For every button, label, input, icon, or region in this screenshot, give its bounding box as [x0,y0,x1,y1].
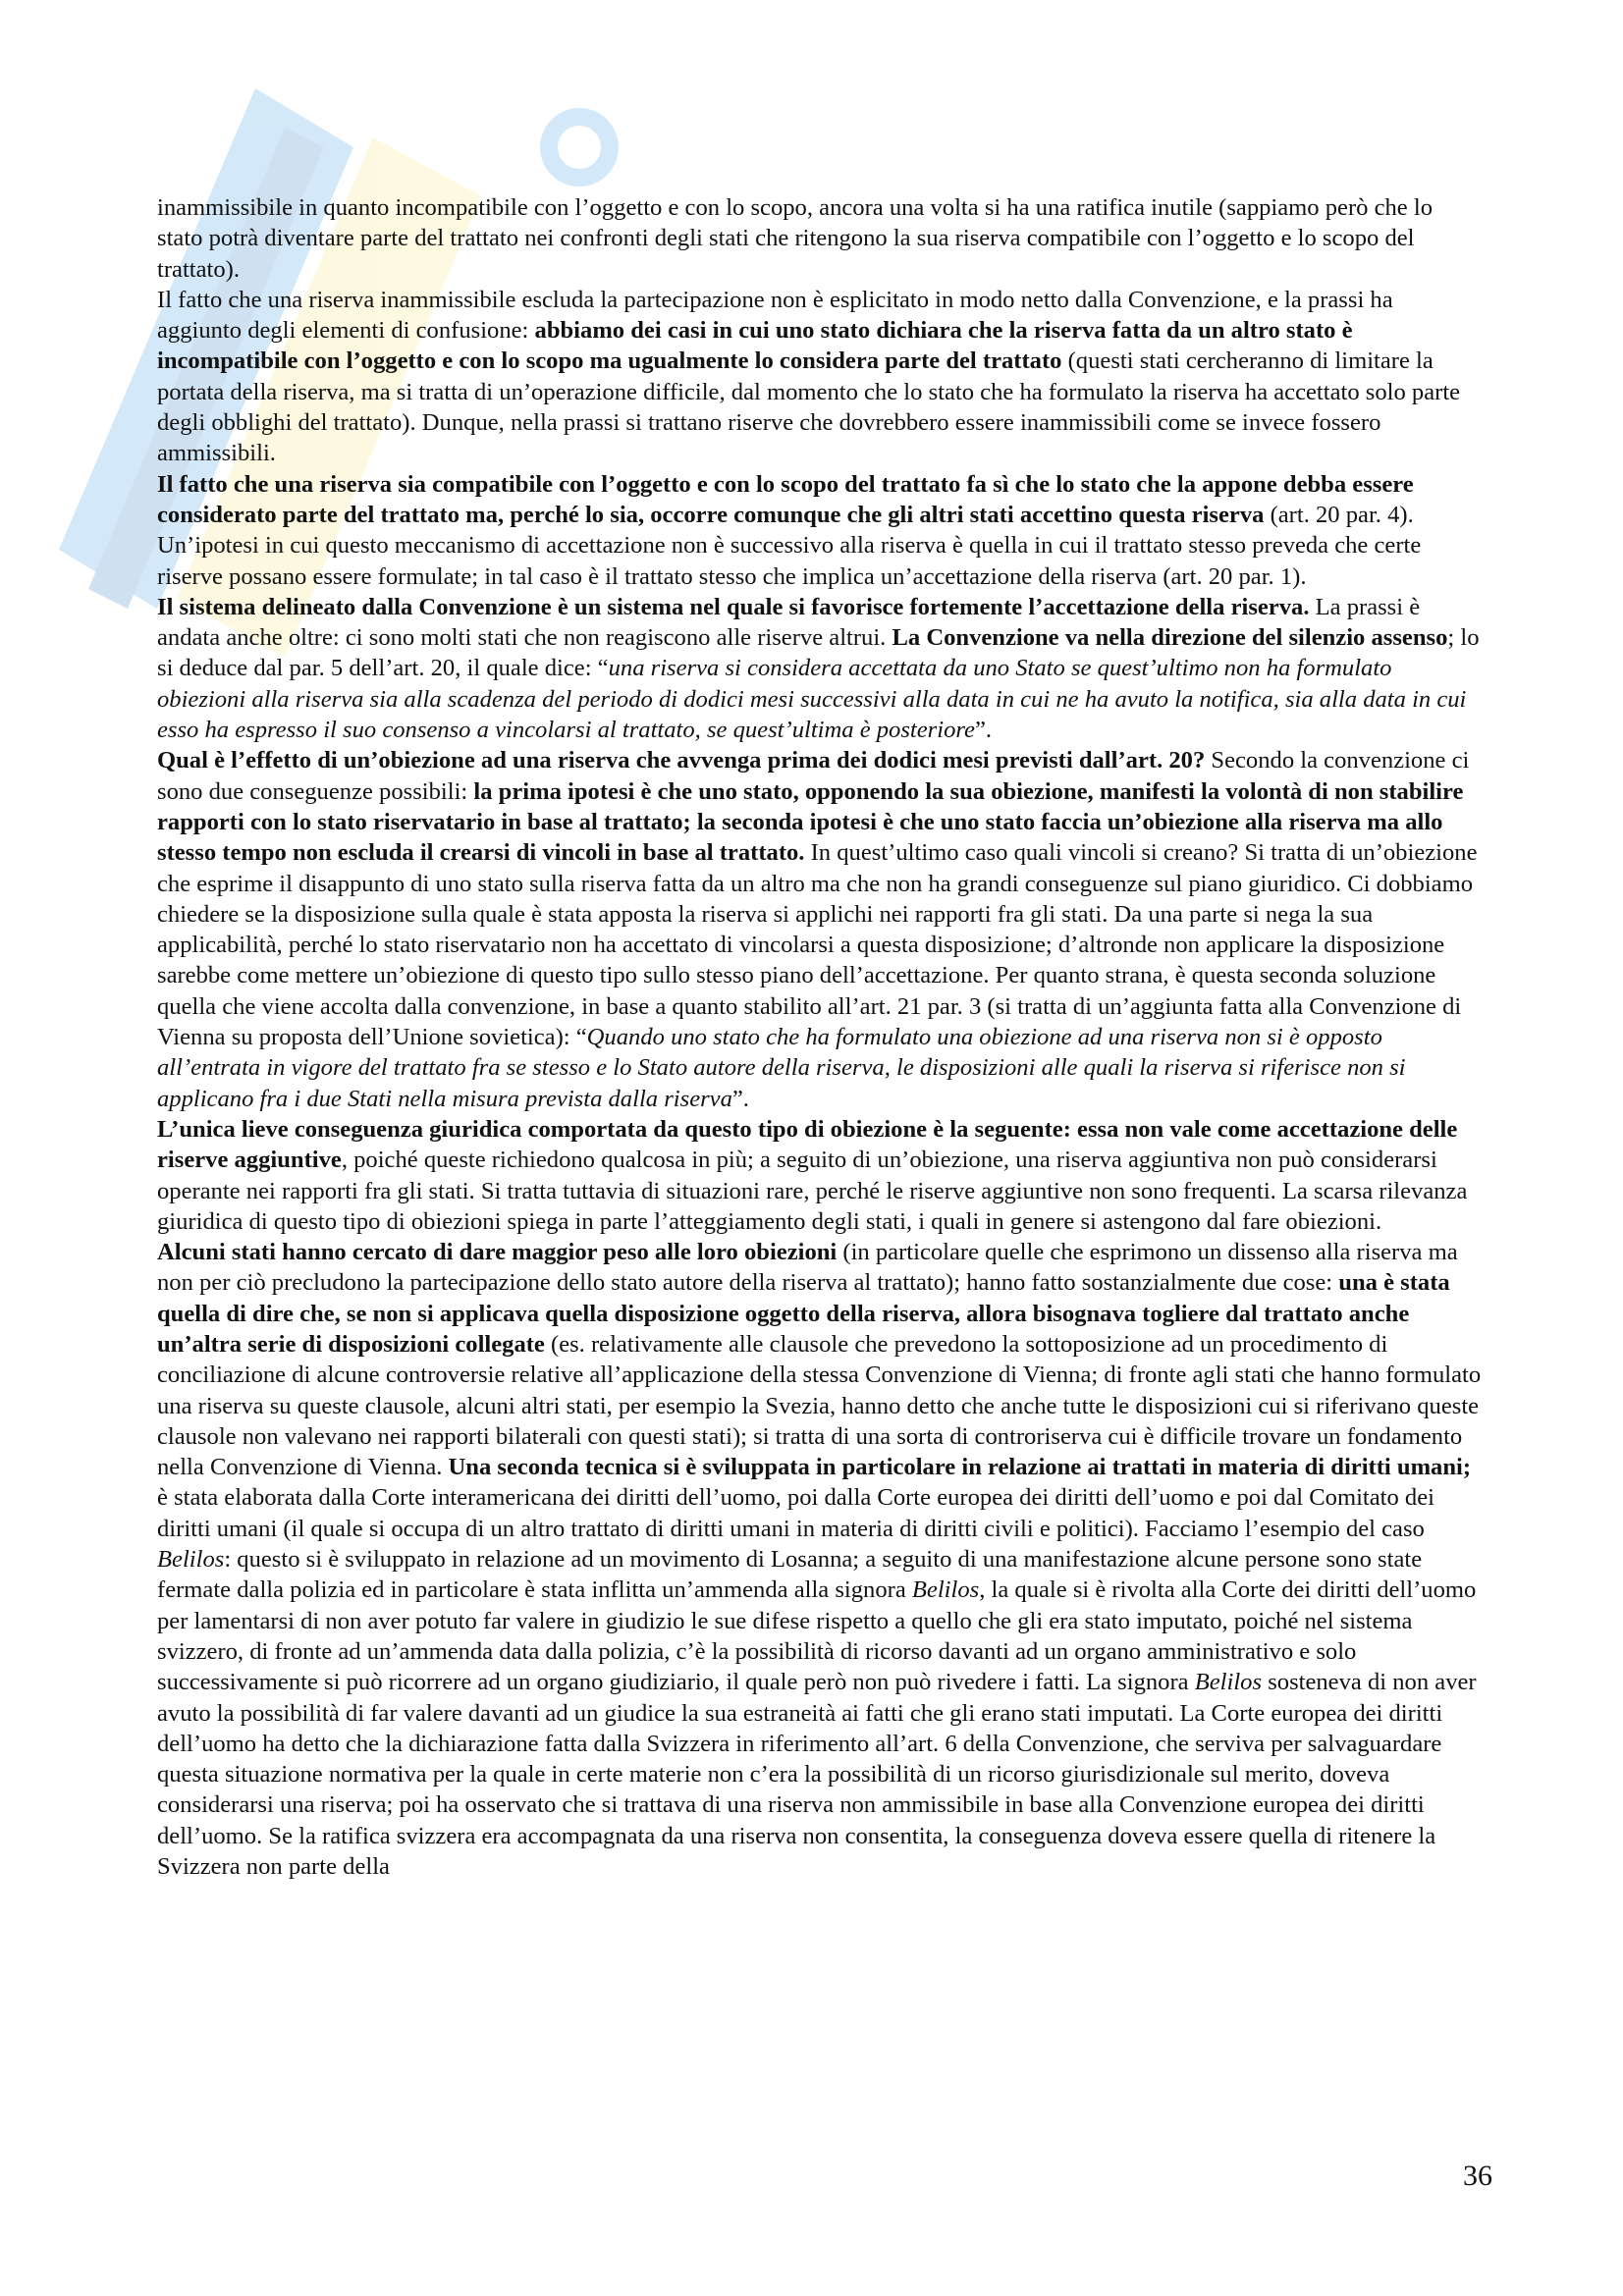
bold-text: La Convenzione va nella direzione del silenzio assenso [892,624,1448,652]
text-run: ”. [731,1085,749,1112]
bold-text: Qual è l’effetto di un’obiezione ad una riserva che avvenga prima dei dodici mesi previsti dall’art. 20? [157,747,1206,774]
text-run: ; lo si deduce dal par. 5 dell’art. 20, il quale dice: “ [157,624,1480,682]
text-run: (es. relativamente alle clausole che prevedono la sottoposizione ad un procedimento di conciliazione di alcune controversie relative all’applicazione della stessa Convenzione di Vienna; di fronte agli stati che hanno formulato una riserva su queste clausole, alcuni altri stati, per esempio la Svezia, hanno detto che anche tutte le disposizioni cui si riferivano queste clausole non valevano nei rapporti bilaterali con questi stati); si tratta di una sorta di controriserva cui è difficile trovare un fondamento nella Convenzione di Vienna. [157,1330,1482,1481]
bold-text: Una seconda tecnica si è sviluppata in particolare in relazione ai trattati in materia di diritti umani; [448,1454,1472,1481]
italic-text: Quando uno stato che ha formulato una obiezione ad una riserva non si è opposto all’entrata in vigore del trattato fra se stesso e lo Stato autore della riserva, le disposizioni alle quali la riserva si riferisce non si applicano fra i due Stati nella misura prevista dalla riserva [157,1024,1406,1112]
document-body [157,192,1483,1882]
paragraph [157,745,1483,1114]
paragraph [157,285,1483,469]
paragraph [157,469,1483,592]
paragraph [157,192,1483,285]
paragraph [157,1237,1483,1882]
paragraph [157,592,1483,745]
text-run: sosteneva di non aver avuto la possibilità di far valere davanti ad un giudice la sua estraneità ai fatti che gli erano stati imputati. La Corte europea dei diritti dell’uomo ha detto che la dichiarazione fatta dalla Svizzera in riferimento all’art. 6 della Convenzione, che serviva per salvaguardare questa situazione normativa per la quale in certe materie non c’era la possibilità di un ricorso giurisdizionale sul merito, doveva considerarsi una riserva; poi ha osservato che si trattava di una riserva non ammissibile in base alla Convenzione europea dei diritti dell’uomo. Se la ratifica svizzera era accompagnata da una riserva non consentita, la conseguenza doveva essere quella di ritenere la Svizzera non parte della [157,1669,1477,1881]
bold-text: L’unica lieve conseguenza giuridica comportata da questo tipo di obiezione è la seguente: essa non vale come accettazione delle riserve aggiuntive [157,1115,1458,1174]
text-run: è stata elaborata dalla Corte interamericana dei diritti dell’uomo, poi dalla Corte europea dei diritti dell’uomo e poi dal Comitato dei diritti umani (il quale si occupa di un altro trattato di diritti umani in materia di diritti civili e politici). Facciamo l’esempio del caso [157,1484,1434,1542]
text-run: (art. 20 par. 4). Un’ipotesi in cui questo meccanismo di accettazione non è successivo alla riserva è quella in cui il trattato stesso preveda che certe riserve possano essere formulate; in tal caso è il trattato stesso che implica un’accettazione della riserva (art. 20 par. 1). [157,501,1422,590]
text-run: , poiché queste richiedono qualcosa in più; a seguito di un’obiezione, una riserva aggiuntiva non può considerarsi operante nei rapporti fra gli stati. Si tratta tuttavia di situazioni rare, perché le riserve aggiuntive non sono frequenti. La scarsa rilevanza giuridica di questo tipo di obiezioni spiega in parte l’atteggiamento degli stati, i quali in genere si astengono dal fare obiezioni. [157,1147,1468,1235]
bold-text: Alcuni stati hanno cercato di dare maggior peso alle loro obiezioni [157,1239,838,1266]
paragraph [157,1114,1483,1237]
text-run: : questo si è sviluppato in relazione ad un movimento di Losanna; a seguito di una manifestazione alcune persone sono state fermate dalla polizia ed in particolare è stata inflitta un’ammenda alla signora [157,1546,1423,1604]
text-run: Secondo la convenzione ci sono due conseguenze possibili: [157,747,1470,805]
text-run: inammissibile in quanto incompatibile con l’oggetto e con lo scopo, ancora una volta si ha una ratifica inutile (sappiamo però che lo stato potrà diventare parte del trattato nei confronti degli stati che ritengono la sua riserva compatibile con l’oggetto e lo scopo del trattato). [157,194,1434,283]
text-run: In quest’ultimo caso quali vincoli si creano? Si tratta di un’obiezione che esprime il disappunto di uno stato sulla riserva fatta da un altro ma che non ha grandi conseguenze sul piano giuridico. Ci dobbiamo chiedere se la disposizione sulla quale è stata apposta la riserva si applichi nei rapporti fra gli stati. Da una parte si nega la sua applicabilità, perché lo stato riservatario non ha accettato di vincolarsi a questa disposizione; d’altronde non applicare la disposizione sarebbe come mettere un’obiezione di questo tipo sullo stesso piano dell’accettazione. Per quanto strana, è questa seconda soluzione quella che viene accolta dalla convenzione, in base a quanto stabilito all’art. 21 par. 3 (si tratta di un’aggiunta fatta alla Convenzione di Vienna su proposta dell’Unione sovietica): “ [157,839,1478,1051]
text-run: ”. [974,717,993,744]
italic-text: una riserva si considera accettata da uno Stato se quest’ultimo non ha formulato obiezioni alla riserva sia alla scadenza del periodo di dodici mesi successivi alla data in cui ne ha avuto la notifica, sia alla data in cui esso ha espresso il suo consenso a vincolarsi al trattato, se quest’ultima è posteriore [157,655,1467,744]
bold-text: Il sistema delineato dalla Convenzione è un sistema nel quale si favorisce fortemente l’accettazione della riserva. [157,593,1310,620]
italic-text: Belilos [911,1576,980,1604]
bold-text: abbiamo dei casi in cui uno stato dichiara che la riserva fatta da un altro stato è incompatibile con l’oggetto e con lo scopo ma ugualmente lo considera parte del trattato [157,317,1353,375]
italic-text: Belilos [157,1546,225,1574]
text-run: , la quale si è rivolta alla Corte dei diritti dell’uomo per lamentarsi di non aver potuto far valere in giudizio le sue difese rispetto a quello che gli era stato imputato, poiché nel sistema svizzero, di fronte ad un’ammenda data dalla polizia, c’è la possibilità di ricorso davanti ad un organo amministrativo e solo successivamente si può ricorrere ad un organo giudiziario, il quale però non può rivedere i fatti. La signora [157,1576,1477,1696]
bold-text: una è stata quella di dire che, se non si applicava quella disposizione oggetto della riserva, allora bisognava togliere dal trattato anche un’altra serie di disposizioni collegate [157,1269,1450,1358]
italic-text: Belilos [1194,1669,1263,1696]
text-run: La prassi è andata anche oltre: ci sono molti stati che non reagiscono alle riserve altrui. [157,593,1421,652]
bold-text: Il fatto che una riserva sia compatibile con l’oggetto e con lo scopo del trattato fa sì che lo stato che la appone debba essere considerato parte del trattato ma, perché lo sia, occorre comunque che gli altri stati accettino questa riserva [157,470,1414,528]
text-run: (questi stati cercheranno di limitare la portata della riserva, ma si tratta di un’operazione difficile, dal momento che lo stato che ha formulato la riserva ha accettato solo parte degli obblighi del trattato). Dunque, nella prassi si trattano riserve che dovrebbero essere inammissibili come se invece fossero ammissibili. [157,347,1461,467]
text-run: (in particolare quelle che esprimono un dissenso alla riserva ma non per ciò precludono la partecipazione dello stato autore della riserva al trattato); hanno fatto sostanzialmente due cose: [157,1239,1458,1297]
text-run: Il fatto che una riserva inammissibile escluda la partecipazione non è esplicitato in modo netto dalla Convenzione, e la prassi ha aggiunto degli elementi di confusione: [157,286,1393,345]
bold-text: la prima ipotesi è che uno stato, opponendo la sua obiezione, manifesti la volontà di non stabilire rapporti con lo stato riservatario in base al trattato; la seconda ipotesi è che uno stato faccia un’obiezione alla riserva ma allo stesso tempo non escluda il crearsi di vincoli in base al trattato. [157,777,1464,867]
page-number: 36 [1463,2160,1492,2192]
